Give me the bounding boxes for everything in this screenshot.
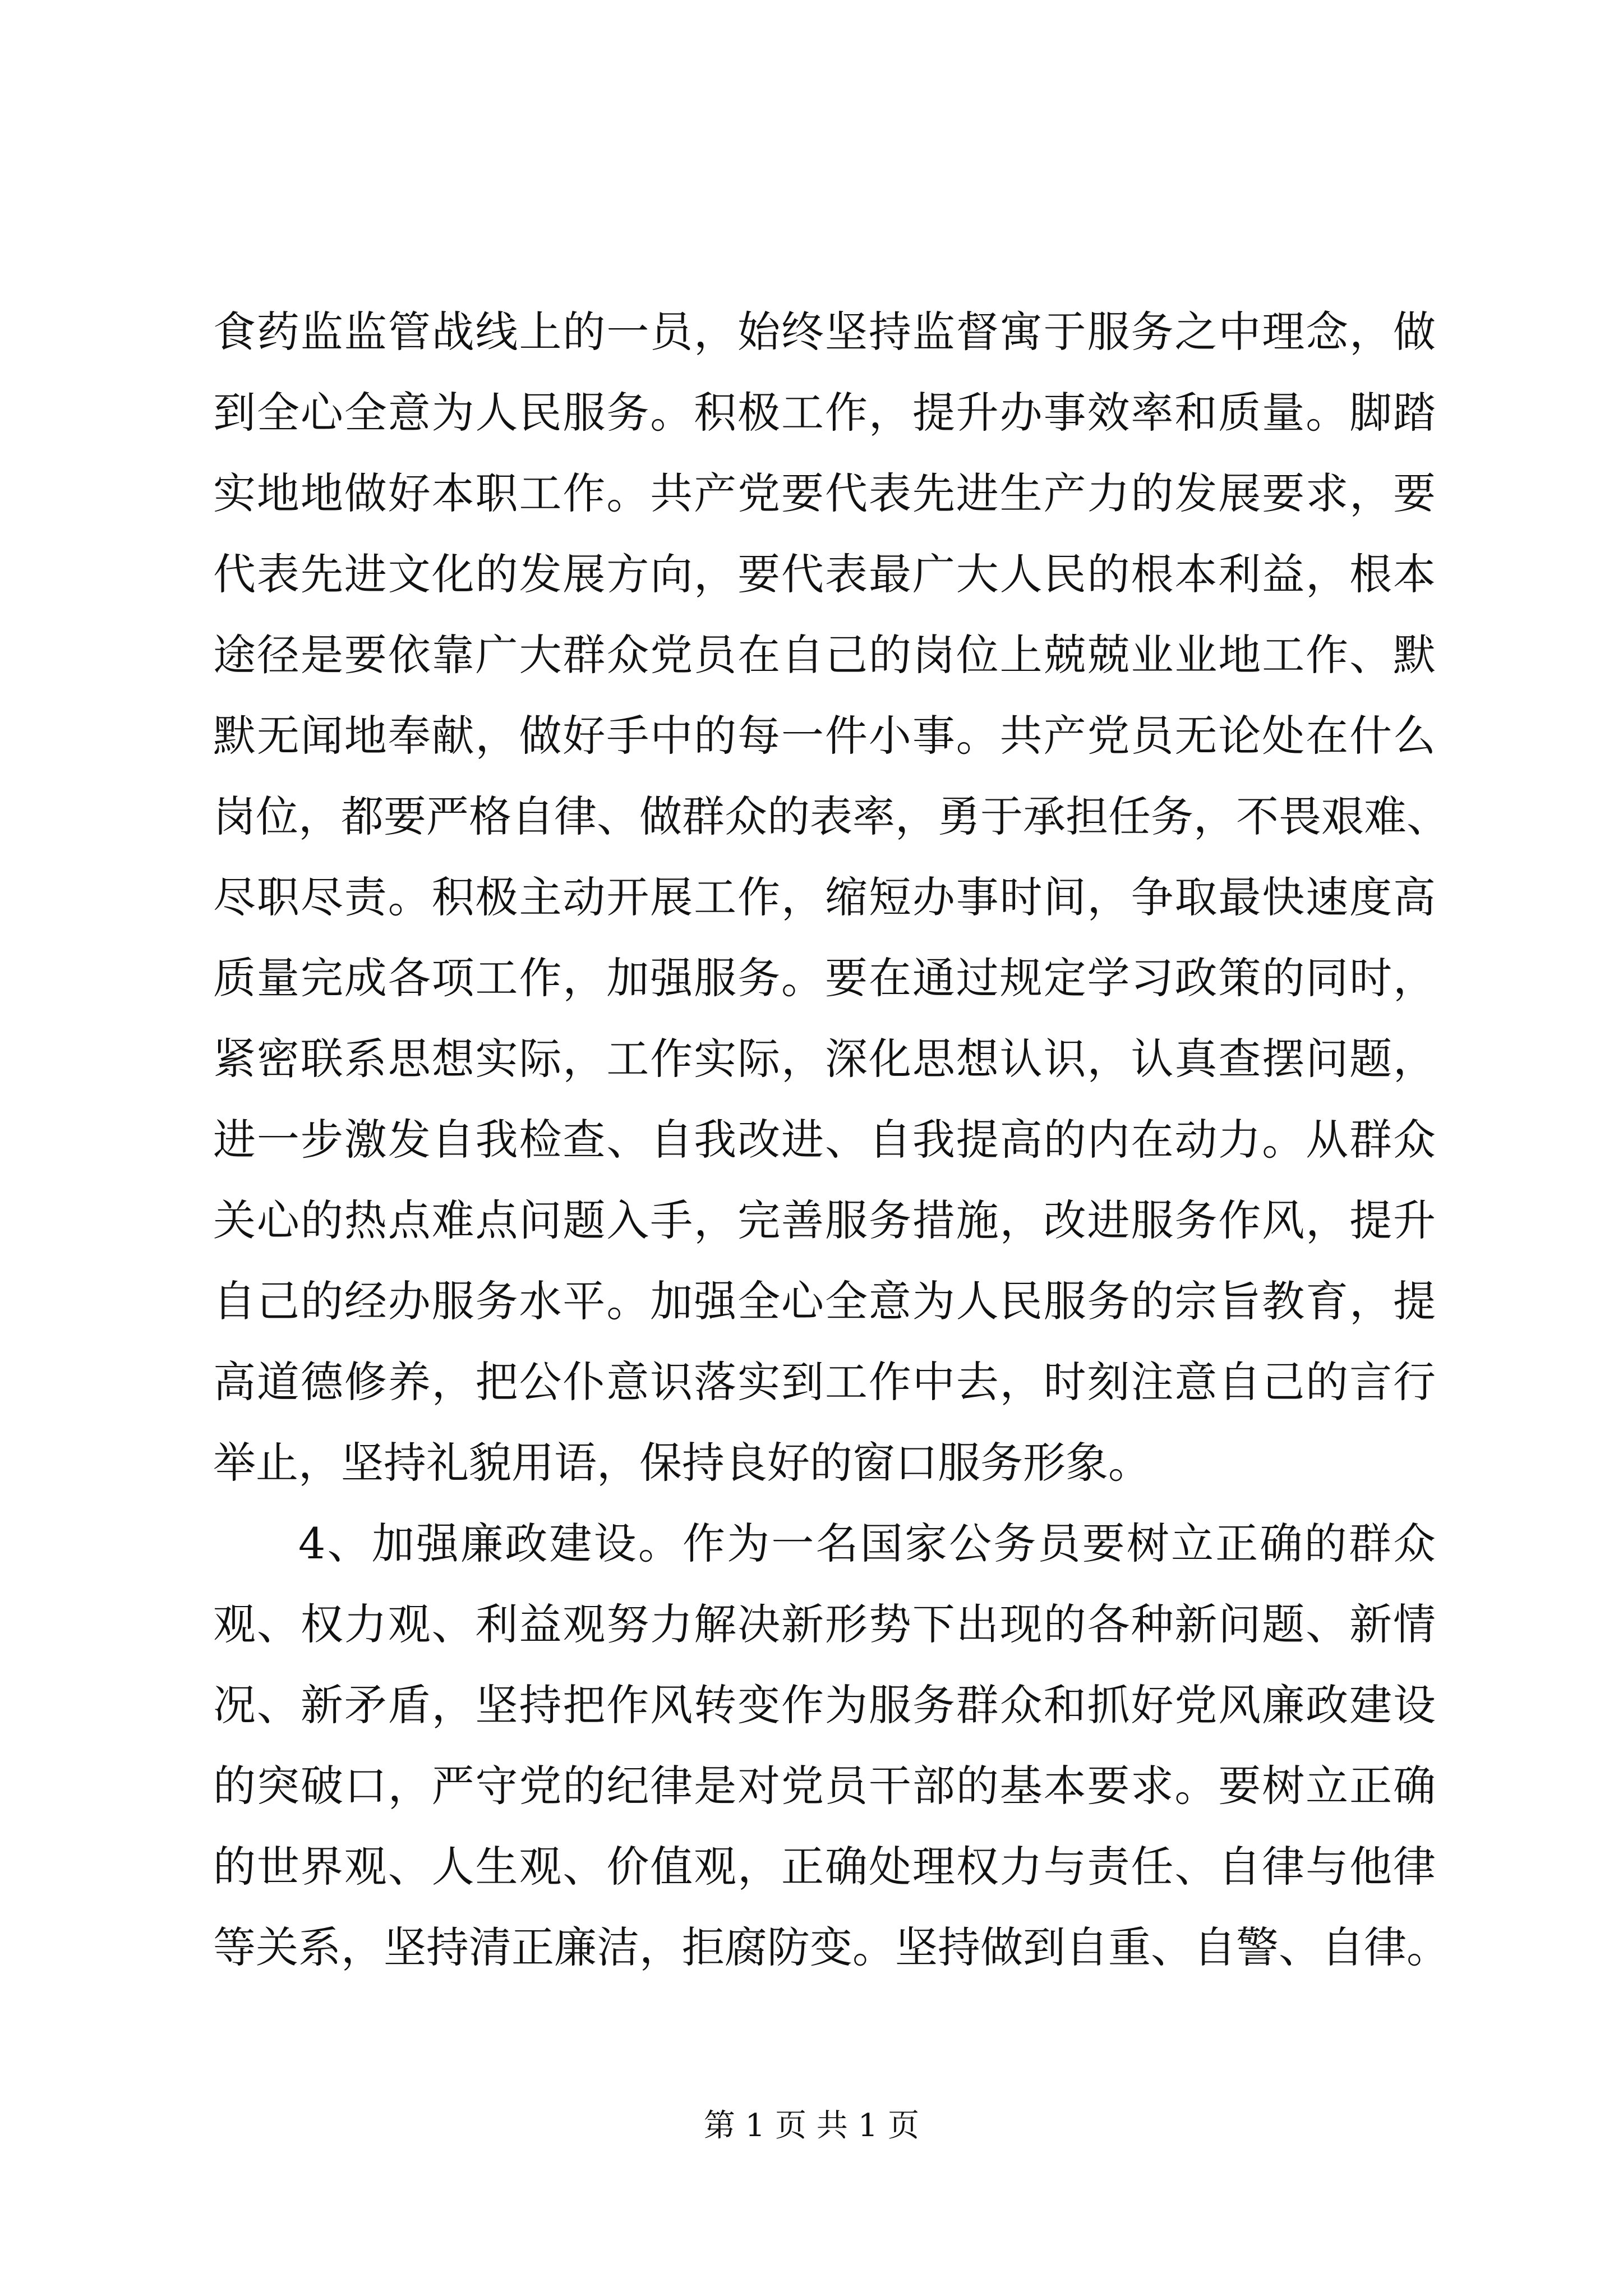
- page-number-label: 第 1 页 共 1 页: [703, 2108, 920, 2144]
- text-line: 到全心全意为人民服务。积极工作，提升办事效率和质量。脚踏: [213, 388, 1436, 438]
- text-line: 况、新矛盾，坚持把作风转变作为服务群众和抓好党风廉政建设: [213, 1680, 1436, 1730]
- text-line: 实地地做好本职工作。共产党要代表先进生产力的发展要求，要: [213, 468, 1436, 518]
- text-line: 食药监监管战线上的一员，始终坚持监督寓于服务之中理念，做: [213, 307, 1436, 357]
- text-line: 自己的经办服务水平。加强全心全意为人民服务的宗旨教育，提: [213, 1276, 1436, 1326]
- text-line: 关心的热点难点问题入手，完善服务措施，改进服务作风，提升: [213, 1195, 1436, 1245]
- text-line: 高道德修养，把公仆意识落实到工作中去，时刻注意自己的言行: [213, 1357, 1436, 1407]
- text-line: 默无闻地奉献，做好手中的每一件小事。共产党员无论处在什么: [213, 711, 1436, 761]
- text-line: 质量完成各项工作，加强服务。要在通过规定学习政策的同时，: [213, 953, 1436, 1003]
- text-line: 岗位，都要严格自律、做群众的表率，勇于承担任务，不畏艰难、: [213, 792, 1449, 841]
- text-line: 代表先进文化的发展方向，要代表最广大人民的根本利益，根本: [213, 549, 1436, 599]
- text-line: 进一步激发自我检查、自我改进、自我提高的内在动力。从群众: [213, 1115, 1436, 1165]
- text-line: 尽职尽责。积极主动开展工作，缩短办事时间，争取最快速度高: [213, 872, 1436, 922]
- text-line: 的世界观、人生观、价值观，正确处理权力与责任、自律与他律: [213, 1842, 1436, 1892]
- text-line-paragraph-end: 举止，坚持礼貌用语，保持良好的窗口服务形象。: [213, 1438, 1151, 1488]
- text-line: 观、权力观、利益观努力解决新形势下出现的各种新问题、新情: [213, 1599, 1436, 1649]
- text-line-paragraph-start: 4、加强廉政建设。作为一名国家公务员要树立正确的群众: [298, 1519, 1436, 1568]
- text-line: 的突破口，严守党的纪律是对党员干部的基本要求。要树立正确: [213, 1761, 1436, 1811]
- text-line: 等关系，坚持清正廉洁，拒腐防变。坚持做到自重、自警、自律。: [213, 1922, 1449, 1972]
- body-text: [213, 292, 1449, 1988]
- page-footer: [0, 2104, 1623, 2148]
- text-line: 途径是要依靠广大群众党员在自己的岗位上兢兢业业地工作、默: [213, 630, 1436, 680]
- text-line: 紧密联系思想实际，工作实际，深化思想认识，认真查摆问题，: [213, 1034, 1436, 1084]
